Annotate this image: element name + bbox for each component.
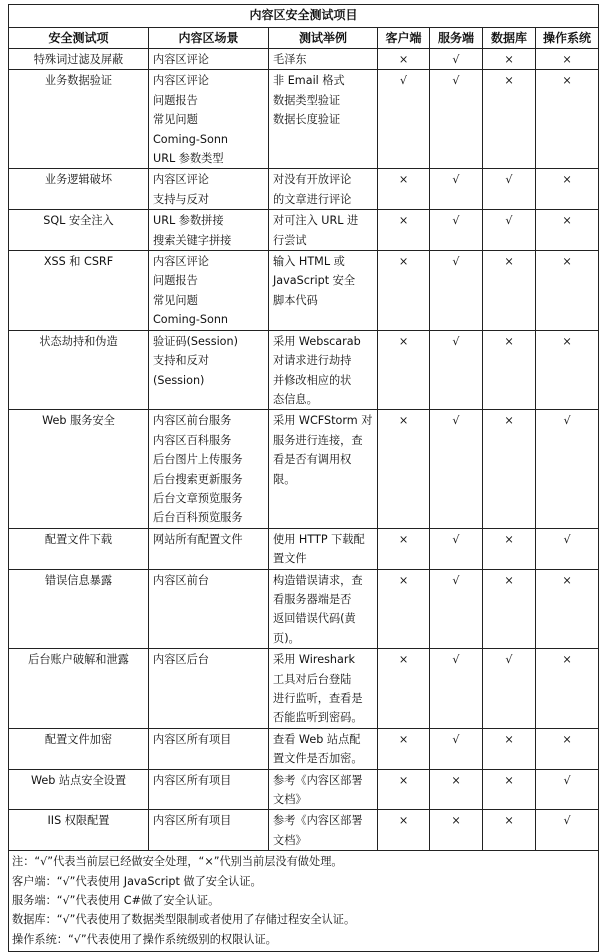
example-line: 否能监听到密码。 — [273, 711, 363, 725]
test-item-cell: 状态劫持和伪造 — [9, 330, 149, 410]
db-mark-cell: √ — [483, 169, 536, 210]
test-item-cell: 错误信息暴露 — [9, 569, 149, 649]
example-line: 置文件是否加密。 — [273, 752, 363, 766]
server-mark-cell: √ — [430, 569, 483, 649]
db-mark-cell: × — [483, 330, 536, 410]
column-header: 客户端 — [378, 28, 430, 49]
table-row — [9, 528, 599, 569]
example-cell — [269, 70, 378, 169]
server-mark-cell: √ — [430, 251, 483, 331]
example-line: 毛泽东 — [273, 53, 307, 66]
os-mark-cell: √ — [536, 769, 599, 810]
scene-cell — [149, 649, 269, 729]
scene-line: Coming-Sonn — [153, 313, 229, 327]
table-row — [9, 569, 599, 649]
scene-cell — [149, 251, 269, 331]
scene-line: 网站所有配置文件 — [153, 532, 243, 546]
scene-line: 内容区所有项目 — [153, 814, 232, 828]
db-mark-cell: √ — [483, 210, 536, 251]
scene-line: 内容区所有项目 — [153, 773, 232, 787]
notes-row — [9, 851, 599, 952]
scene-line: 内容区前台 — [153, 573, 209, 587]
security-test-table — [8, 4, 599, 952]
example-line: 限。 — [273, 472, 296, 486]
table-row — [9, 728, 599, 769]
example-cell — [269, 330, 378, 410]
scene-line: (Session) — [153, 373, 205, 387]
example-line: 脚本代码 — [273, 293, 318, 307]
example-line: 对请求进行劫持 — [273, 354, 352, 368]
test-item-cell: 业务数据验证 — [9, 70, 149, 169]
server-mark-cell: √ — [430, 70, 483, 169]
example-line: 文档》 — [273, 833, 307, 847]
server-mark-cell: √ — [430, 210, 483, 251]
scene-line: 内容区前台服务 — [153, 414, 232, 428]
test-item-cell: IIS 权限配置 — [9, 810, 149, 851]
column-header: 数据库 — [483, 28, 536, 49]
server-mark-cell: × — [430, 769, 483, 810]
note-line: 注：“√”代表当前层已经做安全处理，“×”代别当前层没有做处理。 — [12, 855, 343, 869]
example-cell — [269, 810, 378, 851]
column-header: 安全测试项 — [9, 28, 149, 49]
scene-line: 内容区评论 — [153, 173, 209, 187]
scene-line: 内容区所有项目 — [153, 732, 232, 746]
test-item-cell: Web 站点安全设置 — [9, 769, 149, 810]
example-line: 返回错误代码(黄 — [273, 612, 356, 626]
example-line: 数据类型验证 — [273, 93, 341, 107]
db-mark-cell: × — [483, 49, 536, 70]
example-line: 并修改相应的状 — [273, 373, 352, 387]
column-header: 服务端 — [430, 28, 483, 49]
client-mark-cell: × — [378, 251, 430, 331]
os-mark-cell: × — [536, 649, 599, 729]
server-mark-cell: √ — [430, 49, 483, 70]
scene-line: 内容区百科服务 — [153, 433, 232, 447]
table-row — [9, 210, 599, 251]
scene-line: 常见问题 — [153, 113, 198, 127]
client-mark-cell: × — [378, 330, 430, 410]
db-mark-cell: × — [483, 528, 536, 569]
example-line: 对没有开放评论 — [273, 173, 352, 187]
db-mark-cell: × — [483, 251, 536, 331]
notes-cell — [9, 851, 599, 952]
table-title: 内容区安全测试项目 — [9, 5, 599, 28]
os-mark-cell: × — [536, 49, 599, 70]
test-item-cell: SQL 安全注入 — [9, 210, 149, 251]
example-line: 行尝试 — [273, 233, 307, 247]
client-mark-cell: × — [378, 728, 430, 769]
table-header-row — [9, 28, 599, 49]
example-line: 采用 Webscarab — [273, 334, 361, 348]
scene-cell — [149, 70, 269, 169]
scene-cell — [149, 769, 269, 810]
scene-line: 验证码(Session) — [153, 334, 238, 348]
scene-line: 问题报告 — [153, 93, 198, 107]
example-line: 进行监听，查看是 — [273, 692, 363, 705]
scene-cell — [149, 49, 269, 70]
client-mark-cell: × — [378, 410, 430, 528]
scene-line: 后台搜索更新服务 — [153, 472, 243, 486]
example-cell — [269, 49, 378, 70]
server-mark-cell: √ — [430, 330, 483, 410]
note-line: 客户端：“√”代表使用 JavaScript 做了安全认证。 — [12, 874, 262, 888]
column-header: 操作系统 — [536, 28, 599, 49]
example-line: JavaScript 安全 — [273, 274, 356, 288]
security-test-table-container — [8, 4, 598, 952]
client-mark-cell: × — [378, 569, 430, 649]
client-mark-cell: × — [378, 649, 430, 729]
example-line: 对可注入 URL 进 — [273, 214, 359, 228]
scene-cell — [149, 210, 269, 251]
example-line: 文档》 — [273, 793, 307, 807]
test-item-cell: 后台账户破解和泄露 — [9, 649, 149, 729]
scene-line: 内容区评论 — [153, 255, 209, 269]
client-mark-cell: × — [378, 769, 430, 810]
note-line: 数据库：“√”代表使用了数据类型限制或者使用了存储过程安全认证。 — [12, 913, 356, 927]
example-line: 工具对后台登陆 — [273, 672, 352, 686]
column-header: 测试举例 — [269, 28, 378, 49]
scene-cell — [149, 569, 269, 649]
server-mark-cell: √ — [430, 410, 483, 528]
example-line: 态信息。 — [273, 392, 318, 406]
example-line: 看是否有调用权 — [273, 453, 352, 467]
table-row — [9, 49, 599, 70]
example-cell — [269, 251, 378, 331]
scene-cell — [149, 528, 269, 569]
table-row — [9, 330, 599, 410]
db-mark-cell: × — [483, 70, 536, 169]
example-cell — [269, 210, 378, 251]
os-mark-cell: × — [536, 210, 599, 251]
table-row — [9, 169, 599, 210]
scene-line: 内容区评论 — [153, 53, 209, 66]
example-line: 的文章进行评论 — [273, 192, 352, 206]
scene-cell — [149, 410, 269, 528]
os-mark-cell: × — [536, 728, 599, 769]
example-line: 使用 HTTP 下载配 — [273, 532, 365, 546]
os-mark-cell: √ — [536, 810, 599, 851]
table-row — [9, 410, 599, 528]
example-line: 参考《内容区部署 — [273, 814, 363, 828]
scene-line: 后台百科预览服务 — [153, 511, 243, 525]
example-line: 采用 Wireshark — [273, 653, 355, 667]
scene-cell — [149, 810, 269, 851]
scene-line: 后台图片上传服务 — [153, 453, 243, 467]
scene-line: Coming-Sonn — [153, 132, 229, 146]
example-line: 页)。 — [273, 631, 300, 645]
os-mark-cell: × — [536, 70, 599, 169]
test-item-cell: Web 服务安全 — [9, 410, 149, 528]
server-mark-cell: √ — [430, 528, 483, 569]
os-mark-cell: × — [536, 569, 599, 649]
client-mark-cell: × — [378, 528, 430, 569]
scene-line: 内容区后台 — [153, 653, 209, 667]
example-line: 输入 HTML 或 — [273, 255, 345, 269]
table-row — [9, 251, 599, 331]
os-mark-cell: √ — [536, 528, 599, 569]
example-line: 构造错误请求，查 — [273, 573, 363, 587]
scene-line: 内容区评论 — [153, 74, 209, 88]
client-mark-cell: × — [378, 49, 430, 70]
os-mark-cell: × — [536, 330, 599, 410]
example-line: 置文件 — [273, 552, 307, 566]
os-mark-cell: × — [536, 251, 599, 331]
test-item-cell: 特殊词过滤及屏蔽 — [9, 49, 149, 70]
server-mark-cell: √ — [430, 649, 483, 729]
os-mark-cell: √ — [536, 410, 599, 528]
example-cell — [269, 569, 378, 649]
db-mark-cell: × — [483, 769, 536, 810]
os-mark-cell: × — [536, 169, 599, 210]
table-row — [9, 810, 599, 851]
client-mark-cell: √ — [378, 70, 430, 169]
example-line: 服务进行连接，查 — [273, 433, 363, 447]
column-header: 内容区场景 — [149, 28, 269, 49]
example-line: 非 Email 格式 — [273, 74, 345, 88]
note-line: 操作系统：“√”代表使用了操作系统级别的权限认证。 — [12, 932, 277, 946]
scene-line: 支持和反对 — [153, 354, 209, 368]
example-cell — [269, 410, 378, 528]
example-line: 参考《内容区部署 — [273, 773, 363, 787]
scene-line: 搜索关键字拼接 — [153, 233, 232, 247]
test-item-cell: 配置文件加密 — [9, 728, 149, 769]
table-row — [9, 649, 599, 729]
scene-line: 后台文章预览服务 — [153, 491, 243, 505]
db-mark-cell: √ — [483, 649, 536, 729]
server-mark-cell: √ — [430, 169, 483, 210]
client-mark-cell: × — [378, 810, 430, 851]
server-mark-cell: √ — [430, 728, 483, 769]
db-mark-cell: × — [483, 410, 536, 528]
example-cell — [269, 649, 378, 729]
scene-line: 常见问题 — [153, 293, 198, 307]
scene-line: 问题报告 — [153, 274, 198, 288]
scene-cell — [149, 728, 269, 769]
db-mark-cell: × — [483, 728, 536, 769]
scene-line: URL 参数类型 — [153, 152, 224, 166]
test-item-cell: 业务逻辑破坏 — [9, 169, 149, 210]
test-item-cell: XSS 和 CSRF — [9, 251, 149, 331]
example-line: 看服务器端是否 — [273, 592, 352, 606]
example-line: 查看 Web 站点配 — [273, 732, 361, 746]
example-cell — [269, 728, 378, 769]
test-item-cell: 配置文件下载 — [9, 528, 149, 569]
note-line: 服务端：“√”代表使用 C#做了安全认证。 — [12, 894, 220, 908]
table-title-row — [9, 5, 599, 28]
db-mark-cell: × — [483, 569, 536, 649]
example-line: 采用 WCFStorm 对 — [273, 414, 373, 428]
client-mark-cell: × — [378, 169, 430, 210]
example-line: 数据长度验证 — [273, 113, 341, 127]
table-row — [9, 769, 599, 810]
scene-cell — [149, 169, 269, 210]
db-mark-cell: × — [483, 810, 536, 851]
example-cell — [269, 169, 378, 210]
table-row — [9, 70, 599, 169]
example-cell — [269, 528, 378, 569]
scene-cell — [149, 330, 269, 410]
example-cell — [269, 769, 378, 810]
scene-line: URL 参数拼接 — [153, 214, 224, 228]
scene-line: 支持与反对 — [153, 192, 209, 206]
client-mark-cell: × — [378, 210, 430, 251]
server-mark-cell: × — [430, 810, 483, 851]
